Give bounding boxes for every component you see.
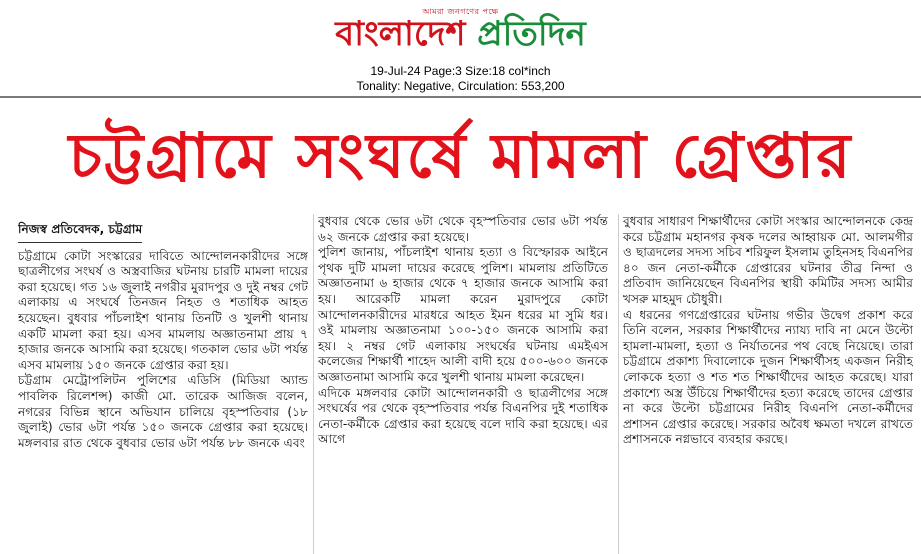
logo-part-green: প্রতিদিন	[477, 14, 586, 54]
column-separator	[618, 214, 619, 554]
paragraph: পুলিশ জানায়, পাঁচলাইশ থানায় হত্যা ও বিস্ফোরক আইনে পৃথক দুটি মামলা দায়ের করেছে পুলিশ। মামলায় প্রতিটিতে অজ্ঞাতনামা ৬ হাজার থেকে ৭ হাজার জনকে আসামি করা হয়। আরেকটি মামলা করেন মুরাদপুরে কোটা আন্দোলনকারীদের মারধরে আহত ইমন ধরের মা সুমি ধর। ওই মামলায় অজ্ঞাতনামা ১০০-১৫০ জনকে আসামি করা হয়। ২ নম্বর গেট এলাকায় সংঘর্ষের ঘটনায় এমইএস কলেজের শিক্ষার্থী শাহেদ আলী বাদী হয়ে ৫০০-৬০০ জনকে অজ্ঞাতনামা আসামি করে খুলশী থানায় মামলা করেছেন।	[318, 245, 608, 384]
column-separator	[313, 214, 314, 554]
newspaper-logo	[0, 14, 921, 54]
clipping-meta-tonality: Tonality: Negative, Circulation: 553,200	[356, 79, 565, 93]
paragraph: এ ধরনের গণগ্রেপ্তারের ঘটনায় গভীর উদ্বেগ প্রকাশ করে তিনি বলেন, সরকার শিক্ষার্থীদের ন্যায্য দাবি না মেনে উল্টো হামলা-মামলা, হত্যা ও নির্যাতনের পথ বেছে নিয়েছে। তারা চট্টগ্রামে প্রকাশ্য দিবালোকে দুজন শিক্ষার্থীসহ একজন নিরীহ লোককে হত্যা ও শত শত শিক্ষার্থীদের আহত করেছে। যারা প্রকাশ্যে অস্ত্র উঁচিয়ে শিক্ষার্থীদের হত্যা করেছে তাদের গ্রেপ্তার না করে উল্টো চট্টগ্রামের নিরীহ বিএনপি নেতা-কর্মীদের প্রশাসন গ্রেপ্তার করেছে। সরকার অবৈধ ক্ষমতা দখলে রাখতে প্রশাসনকে নগ্নভাবে ব্যবহার করছে।	[623, 307, 913, 447]
paragraph: এদিকে মঙ্গলবার কোটা আন্দোলনকারী ও ছাত্রলীগের সঙ্গে সংঘর্ষের পর থেকে বৃহস্পতিবার পর্যন্ত বিএনপির দুই শতাধিক নেতা-কর্মীকে গ্রেপ্তার করা হয়েছে বলে দাবি করা হয়েছে। এর আগে	[318, 385, 608, 447]
masthead	[0, 0, 921, 62]
masthead-tagline: আমরা জনগণের পক্ষে	[422, 7, 499, 16]
headline: চট্টগ্রামে সংঘর্ষে মামলা গ্রেপ্তার	[68, 119, 853, 192]
article-column-2	[318, 214, 608, 554]
article-column-1	[18, 214, 308, 554]
clipping-meta-date: 19-Jul-24 Page:3 Size:18 col*inch	[370, 64, 551, 78]
paragraph: চট্টগ্রাম মেট্রোপলিটন পুলিশের এডিসি (মিডিয়া অ্যান্ড পাবলিক রিলেশন্স) কাজী মো. তারেক আজিজ বলেন, নগরের বিভিন্ন স্থানে অভিযান চালিয়ে বৃহস্পতিবার (১৮ জুলাই) ভোর ৬টা পর্যন্ত ১৫০ জনকে গ্রেপ্তার করা হয়েছে। মঙ্গলবার রাত থেকে বুধবার ভোর ৬টা পর্যন্ত ৮৮ জনকে এবং	[18, 373, 308, 450]
article-column-3	[623, 214, 913, 554]
logo-part-red: বাংলাদেশ	[335, 14, 478, 54]
byline: নিজস্ব প্রতিবেদক, চট্টগ্রাম	[18, 214, 142, 243]
paragraph: বুধবার সাধারণ শিক্ষার্থীদের কোটা সংস্কার আন্দোলনকে কেন্দ্র করে চট্টগ্রাম মহানগর কৃষক দলের আহ্বায়ক মো. আলমগীর ও ছাত্রদলের সদস্য সচিব শরিফুল ইসলাম তুহিনসহ বিএনপির ৪০ জন নেতা-কর্মীকে গ্রেপ্তারের ঘটনার তীব্র নিন্দা ও প্রতিবাদ জানিয়েছেন বিএনপির স্থায়ী কমিটির সদস্য আমীর খসরু মাহমুদ চৌধুরী।	[623, 214, 913, 306]
article-body	[18, 214, 913, 554]
paragraph: বুধবার থেকে ভোর ৬টা থেকে বৃহস্পতিবার ভোর ৬টা পর্যন্ত ৬২ জনকে গ্রেপ্তার করা হয়েছে।	[318, 214, 608, 244]
divider-rule	[0, 96, 921, 98]
paragraph: চট্টগ্রামে কোটা সংস্কারের দাবিতে আন্দোলনকারীদের সঙ্গে ছাত্রলীগের সংঘর্ষ ও অস্ত্রবাজির ঘটনায় চারটি মামলা দায়ের করা হয়েছে। গত ১৬ জুলাই নগরীর মুরাদপুর ও দুই নম্বর গেট এলাকায় এ সংঘর্ষে তিনজন নিহত ও শতাধিক আহত হয়েছেন। বুধবার পাঁচলাইশ থানায় তিনটি ও খুলশী থানায় একটি মামলা করা হয়। এসব মামলায় অজ্ঞাতনামা প্রায় ৭ হাজার জনকে আসামি করা হয়েছে। গতকাল ভোর ৬টা পর্যন্ত এসব মামলায় ১৫০ জনকে গ্রেপ্তার করা হয়।	[18, 248, 308, 372]
